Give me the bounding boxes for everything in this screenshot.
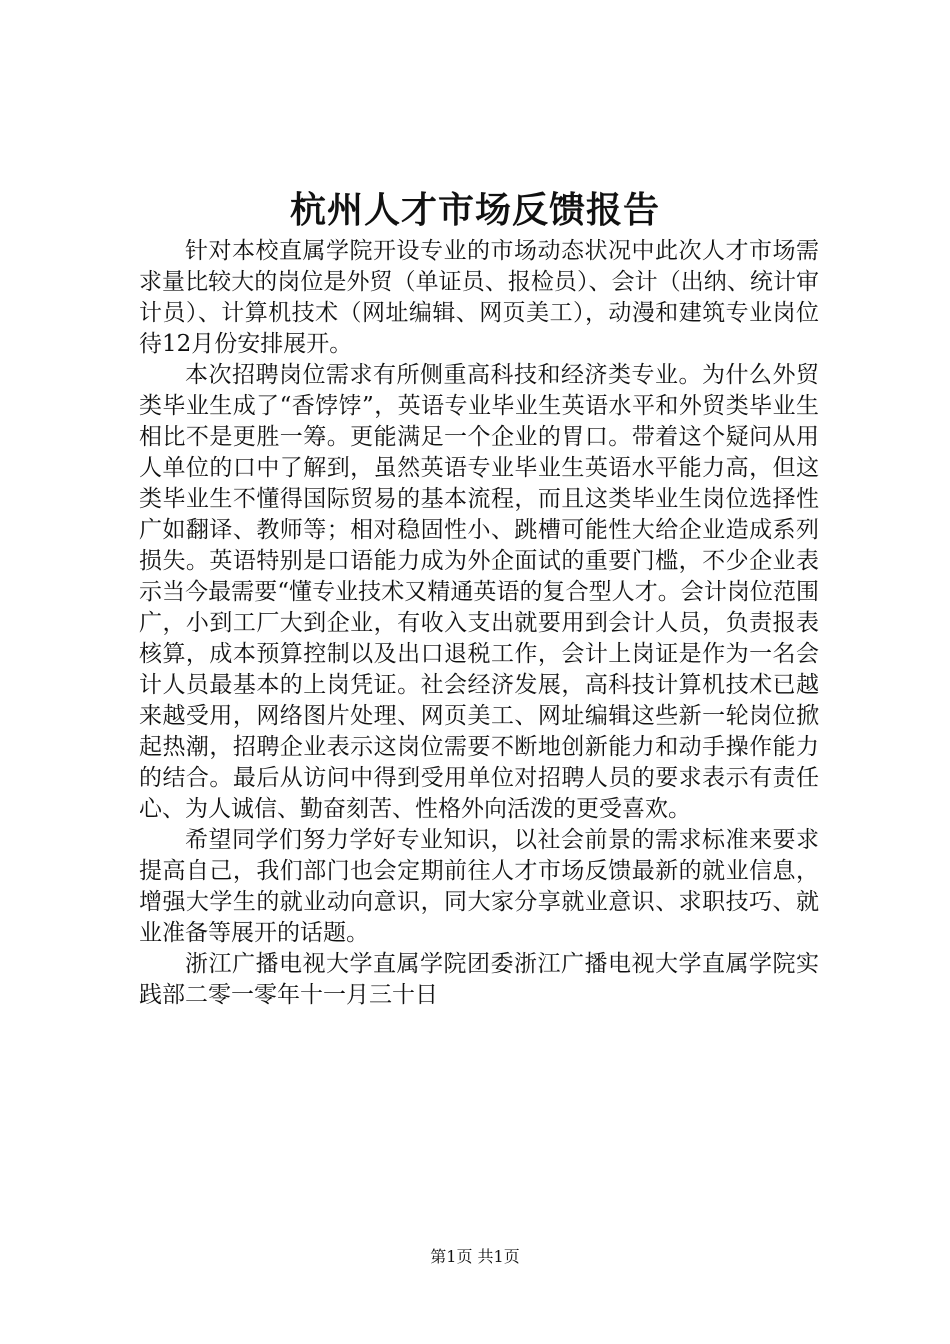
paragraph-encouragement: 希望同学们努力学好专业知识，以社会前景的需求标准来要求提高自己，我们部门也会定期前往人才市场反馈最新的就业信息，增强大学生的就业动向意识，同大家分享就业意识、求职技巧、就业准备等展开的话题。 [139, 827, 819, 946]
paragraph-recruitment-analysis: 本次招聘岗位需求有所侧重高科技和经济类专业。为什么外贸类毕业生成了“香饽饽”，英语专业毕业生英语水平和外贸类毕业生相比不是更胜一筹。更能满足一个企业的胃口。带着这个疑问从用人单位的口中了解到，虽然英语专业毕业生英语水平能力高，但这类毕业生不懂得国际贸易的基本流程，而且这类毕业生岗位选择性广如翻译、教师等；相对稳固性小、跳槽可能性大给企业造成系列损失。英语特别是口语能力成为外企面试的重要门槛，不少企业表示当今最需要“懂专业技术又精通英语的复合型人才。会计岗位范围广，小到工厂大到企业，有收入支出就要用到会计人员，负责报表核算，成本预算控制以及出口退税工作，会计上岗证是作为一名会计人员最基本的上岗凭证。社会经济发展，高科技计算机技术已越来越受用，网络图片处理、网页美工、网址编辑这些新一轮岗位掀起热潮，招聘企业表示这岗位需要不断地创新能力和动手操作能力的结合。最后从访问中得到受用单位对招聘人员的要求表示有责任心、为人诚信、勤奋刻苦、性格外向活泼的更受喜欢。 [139, 362, 819, 822]
page-number: 第1页 [430, 1247, 473, 1266]
document-title: 杭州人才市场反馈报告 [289, 189, 660, 231]
paragraph-signature-date: 浙江广播电视大学直属学院团委浙江广播电视大学直属学院实践部二零一零年十一月三十日 [139, 951, 819, 1008]
page-total: 共1页 [477, 1247, 520, 1266]
document-body [139, 236, 819, 1011]
paragraph-market-demand: 针对本校直属学院开设专业的市场动态状况中此次人才市场需求量比较大的岗位是外贸（单证员、报检员）、会计（出纳、统计审计员）、计算机技术（网址编辑、网页美工），动漫和建筑专业岗位待12月份安排展开。 [139, 238, 819, 357]
page-footer [0, 1246, 950, 1268]
